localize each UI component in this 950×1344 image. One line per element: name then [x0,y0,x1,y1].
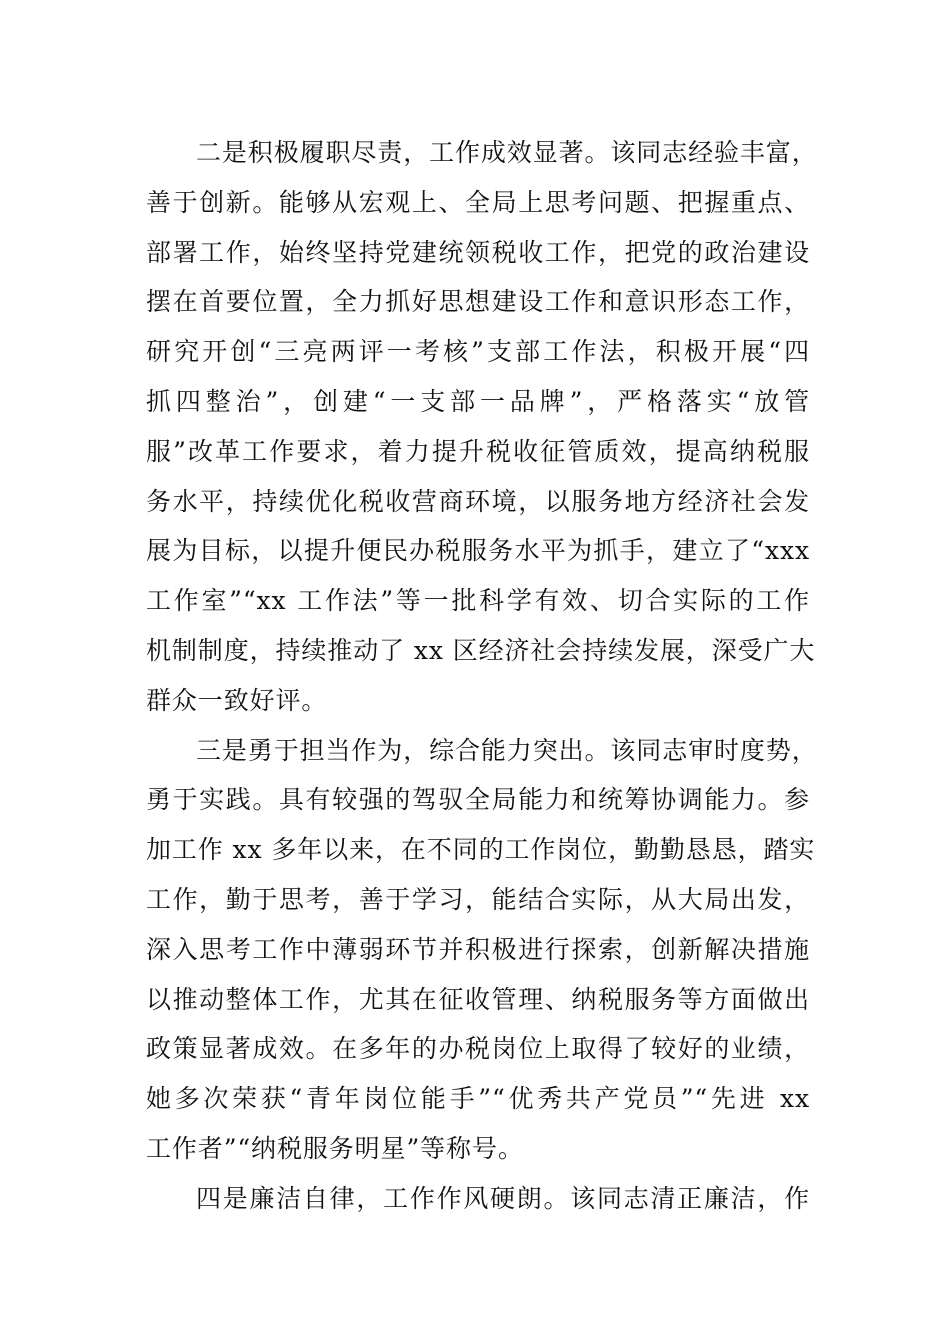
paragraph-2-line-9: 展为目标，以提升便民办税服务水平为抓手，建立了“xxx [146,536,810,566]
document-body [146,128,818,1224]
paragraph-2-line-4: 摆在首要位置，全力抓好思想建设工作和意识形态工作， [146,287,810,317]
paragraph-3-line-3: 加工作 xx 多年以来，在不同的工作岗位，勤勤恳恳，踏实 [146,835,816,865]
paragraph-2-line-3: 部署工作，始终坚持党建统领税收工作，把党的政治建设 [146,237,810,267]
paragraph-3-line-2: 勇于实践。具有较强的驾驭全局能力和统筹协调能力。参 [146,785,810,815]
paragraph-2-line-1: 二是积极履职尽责，工作成效显著。该同志经验丰富， [196,138,818,167]
paragraph-2-line-2: 善于创新。能够从宏观上、全局上思考问题、把握重点、 [146,187,810,217]
paragraph-3-line-5: 深入思考工作中薄弱环节并积极进行探索，创新解决措施 [146,934,810,964]
paragraph-2-line-8: 务水平，持续优化税收营商环境，以服务地方经济社会发 [146,486,810,516]
paragraph-2-line-12: 群众一致好评。 [146,685,328,715]
paragraph-3-line-7: 政策显著成效。在多年的办税岗位上取得了较好的业绩， [146,1034,810,1064]
paragraph-2-line-6: 抓四整治”，创建“一支部一品牌”，严格落实“放管 [146,386,810,416]
paragraph-2-line-11: 机制制度，持续推动了 xx 区经济社会持续发展，深受广大 [146,635,816,665]
paragraph-2-line-7: 服”改革工作要求，着力提升税收征管质效，提高纳税服 [146,436,810,466]
paragraph-3-line-6: 以推动整体工作，尤其在征收管理、纳税服务等方面做出 [146,984,810,1014]
paragraph-3-line-9: 工作者”“纳税服务明星”等称号。 [146,1133,524,1163]
paragraph-2-line-10: 工作室”“xx 工作法”等一批科学有效、切合实际的工作 [146,586,810,616]
paragraph-3-line-4: 工作，勤于思考，善于学习，能结合实际，从大局出发， [146,884,810,914]
paragraph-2-line-5: 研究开创“三亮两评一考核”支部工作法，积极开展“四 [146,337,810,367]
paragraph-4-line-1: 四是廉洁自律，工作作风硬朗。该同志清正廉洁，作 [196,1183,810,1213]
paragraph-3-line-1: 三是勇于担当作为，综合能力突出。该同志审时度势， [196,735,818,765]
paragraph-3-line-8: 她多次荣获“青年岗位能手”“优秀共产党员”“先进 xx [146,1084,810,1114]
